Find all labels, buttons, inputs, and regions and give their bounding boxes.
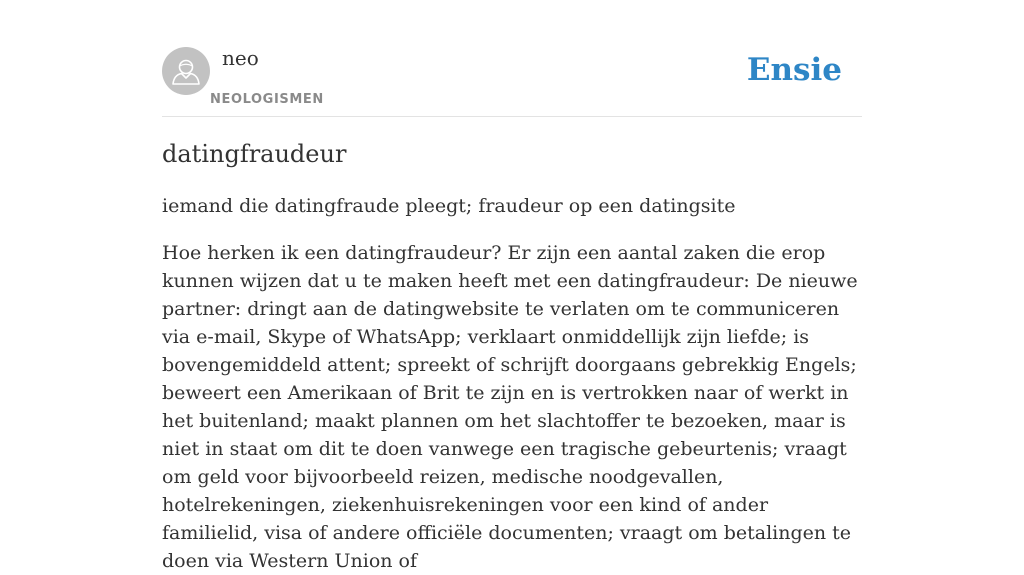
avatar[interactable] [162,47,210,95]
entry-definition: iemand die datingfraude pleegt; fraudeur op een datingsite [162,195,736,217]
entry-title: datingfraudeur [162,140,347,168]
header [162,46,862,117]
user-silhouette-icon [162,47,210,95]
username[interactable]: neo [222,46,259,70]
brand-logo[interactable]: Ensie [746,52,842,88]
entry-example: Hoe herken ik een datingfraudeur? Er zijn een aantal zaken die erop kunnen wijzen dat u te maken heeft met een datingfraudeur: De nieuwe partner: dringt aan de datingwebsite te verlaten om te communiceren via e-mail, Skype of WhatsApp; verklaart onmiddellijk zijn liefde; is bovengemiddeld attent; spreekt of schrijft doorgaans gebrekkig Engels; beweert een Amerikaan of Brit te zijn en is vertrokken naar of werkt in het buitenland; maakt plannen om het slachtoffer te bezoeken, maar is niet in staat om dit te doen vanwege een tragische gebeurtenis; vraagt om geld voor bijvoorbeeld reizen, medische noodgevallen, hotelrekeningen, ziekenhuisrekeningen voor een kind of ander familielid, visa of andere officiële documenten; vraagt om betalingen te doen via Western Union of [162,242,858,572]
category-label[interactable]: NEOLOGISMEN [210,92,324,107]
